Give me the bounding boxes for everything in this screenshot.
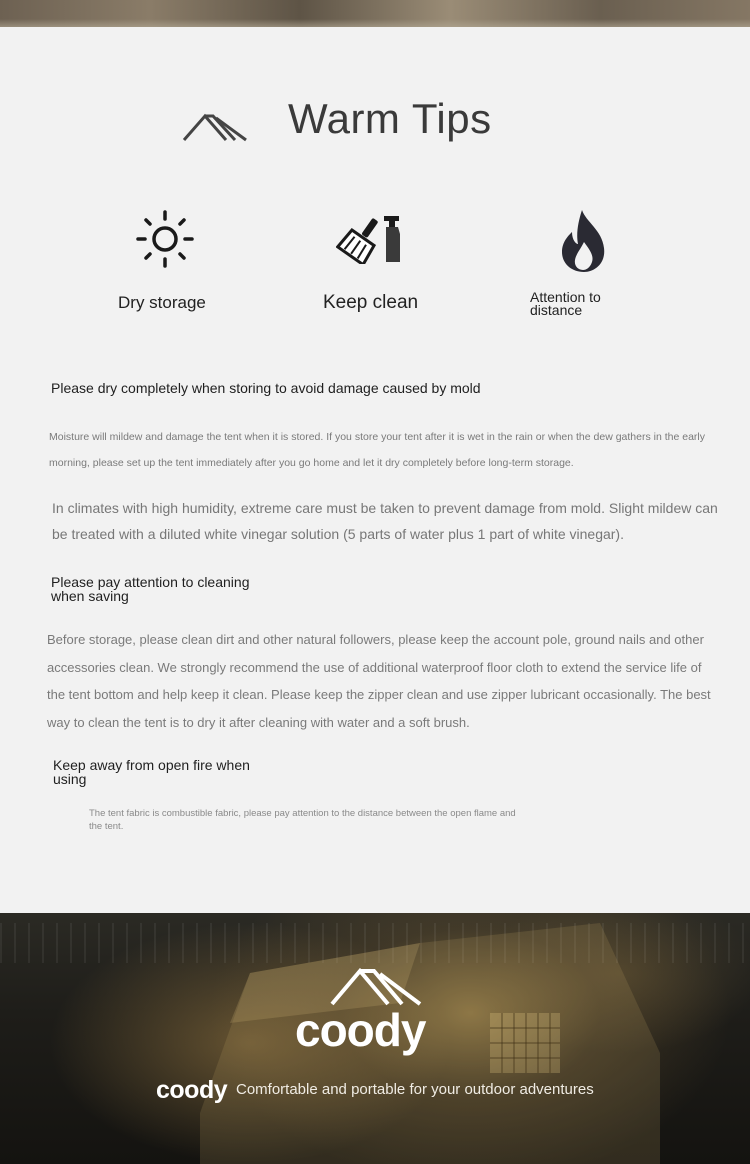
brand-tagline: Comfortable and portable for your outdoor adventures (236, 1081, 594, 1098)
page-title: Warm Tips (288, 95, 492, 142)
dry-heading: Please dry completely when storing to avoid damage caused by mold (51, 380, 481, 396)
sun-icon (135, 209, 195, 269)
brand-small-text: coody (156, 1076, 228, 1104)
dry-body-small: Moisture will mildew and damage the tent when it is stored. If you store your tent after it is wet in the rain or when the dew gathers in the early morning, please set up the tent immediately after you go home and let it dry completely before long-term storage. (49, 431, 705, 469)
brand-mountain-icon (330, 966, 422, 1006)
broom-spray-icon (336, 214, 404, 264)
fire-body: The tent fabric is combustible fabric, please pay attention to the distance between the open flame and the tent. (89, 808, 516, 832)
keep-clean-label: Keep clean (323, 292, 419, 313)
clean-body: Before storage, please clean dirt and other natural followers, please keep the account pole, ground nails and other accessories clean. We strongly recommend the use of additional waterproof floor cloth to extend the service life of the tent bottom and help keep it clean. Please keep the zipper clean and use zipper lubricant occasionally. The best way to clean the tent is to dry it after cleaning with water and a soft brush. (47, 632, 711, 730)
title-block (0, 90, 750, 160)
fire-icon (558, 208, 610, 274)
dry-storage-label: Dry storage (118, 293, 206, 312)
brand-logo-text: coody (295, 1004, 426, 1056)
attention-distance-label: Attention to distance (530, 289, 601, 318)
clean-heading: Please pay attention to cleaning when saving (51, 574, 250, 604)
top-photo-strip (0, 0, 750, 27)
mountain-logo-icon (183, 112, 249, 142)
dry-body-humidity: In climates with high humidity, extreme care must be taken to prevent damage from mold. Slight mildew can be treated with a diluted white vinegar solution (5 parts of water plus 1 part of white vinegar). (52, 500, 718, 542)
footer-banner (0, 913, 750, 1164)
fire-heading: Keep away from open fire when using (53, 757, 250, 787)
